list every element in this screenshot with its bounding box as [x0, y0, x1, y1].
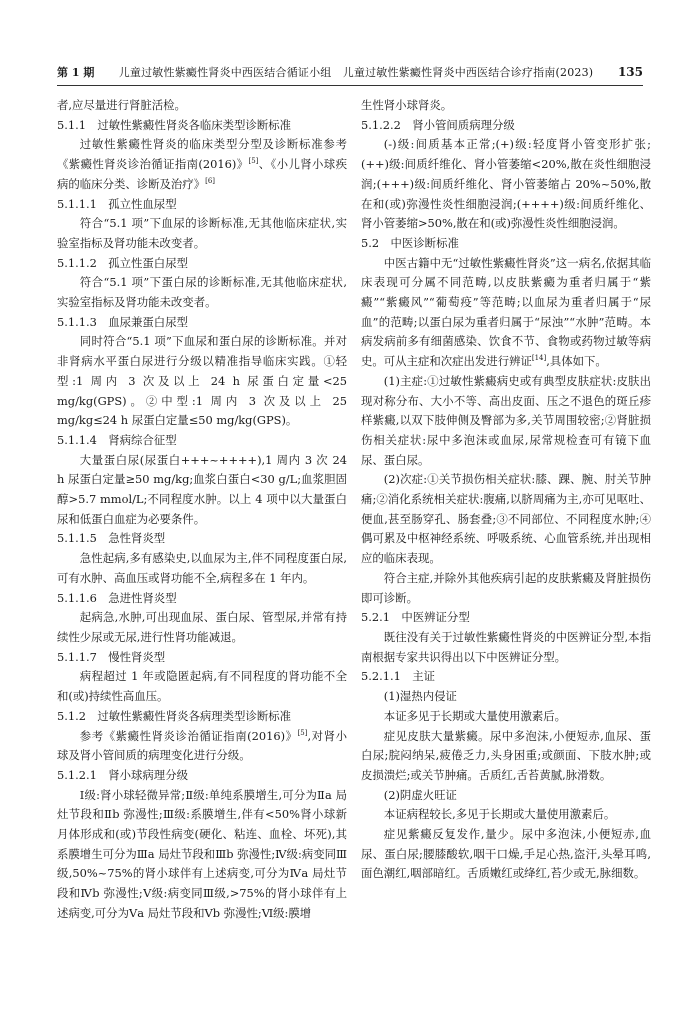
subsection-heading: 5.1.2.2 肾小管间质病理分级 [361, 117, 515, 132]
header-rule [57, 85, 643, 86]
subsection-heading: 5.1.1.3 血尿兼蛋白尿型 [57, 314, 188, 329]
subsection-heading: 5.2.1.1 主证 [361, 669, 436, 684]
paragraph: 符合“5.1 项”下血尿的诊断标准,无其他临床症状,实验室指标及肾功能未改变者。 [57, 216, 347, 250]
subsection-heading: 5.1.1.2 孤立性蛋白尿型 [57, 255, 188, 270]
right-column [361, 96, 651, 884]
paragraph: (2)阴虚火旺证 [383, 787, 457, 802]
subsection-heading: 5.1.1.1 孤立性血尿型 [57, 196, 177, 211]
paragraph: 病程超过 1 年或隐匿起病,有不同程度的肾功能不全和(或)持续性高血压。 [57, 669, 347, 704]
paragraph: 症见紫癜反复发作,量少。尿中多泡沫,小便短赤,血尿、蛋白尿;腰膝酸软,咽干口燥,手足心热,盗汗,头晕耳鸣,面色潮红,咽部暗红。舌质嫩红或绛红,苔少或无,脉细数。 [361, 827, 651, 881]
paragraph: 中医古籍中无“过敏性紫癜性肾炎”这一病名,依据其临床表现可分属不同范畴,以皮肤紫癜为重者归属于“紫癜”“紫癜风”“葡萄疫”等范畴;以血尿为重者归属于“尿血”的范畴;以蛋白尿为重者归属于“尿浊”“水肿”范畴。本病发病前多有细菌感染、饮食不节、食物或药物过敏等病史。可从主症和次症出发进行辨证[14],具体如下。 [361, 255, 651, 369]
paragraph: 符合主症,并除外其他疾病引起的皮肤紫癜及肾脏损伤即可诊断。 [361, 570, 651, 605]
paragraph: 症见皮肤大量紫癜。尿中多泡沫,小便短赤,血尿、蛋白尿;脘闷纳呆,疲倦乏力,头身困重;或颜面、下肢水肿;或皮损溃烂;或关节肿痛。舌质红,舌苔黄腻,脉滑数。 [361, 728, 651, 782]
paragraph: 起病急,水肿,可出现血尿、蛋白尿、管型尿,并常有持续性少尿或无尿,进行性肾功能减退。 [57, 610, 347, 644]
paragraph: (1)湿热内侵证 [383, 689, 457, 704]
citation: [5] [248, 157, 259, 166]
paragraph: 急性起病,多有感染史,以血尿为主,伴不同程度蛋白尿,可有水肿、高血压或肾功能不全,病程多在 1 年内。 [57, 551, 347, 585]
paragraph: 同时符合“5.1 项”下血尿和蛋白尿的诊断标准。并对非肾病水平蛋白尿进行分级以精准指导临床实践。①轻型:1 周内 3 次及以上 24 h 尿蛋白定量<25 mg/kg(GPS)。②中型:1 周内 3 次及以上 25 mg/kg≤24 h 尿蛋白定量≤50 mg/kg(GPS)。 [57, 334, 347, 428]
paragraph: 者,应尽量进行肾脏活检。 [57, 98, 186, 112]
section-heading: 5.1.2 过敏性紫癜性肾炎各病理类型诊断标准 [57, 708, 292, 723]
issue-number: 第 1 期 [57, 66, 95, 79]
citation: [5] [297, 728, 308, 737]
running-header [57, 63, 643, 81]
paragraph: 参考《紫癜性肾炎诊治循证指南(2016)》[5],对肾小球及肾小管间质的病理变化进行分级。 [57, 728, 347, 763]
citation: [6] [205, 177, 216, 186]
paragraph: Ⅰ级:肾小球轻微异常;Ⅱ级:单纯系膜增生,可分为Ⅱa 局灶节段和Ⅱb 弥漫性;Ⅲ级:系膜增生,伴有<50%肾小球新月体形成和(或)节段性病变(硬化、粘连、血栓、坏死),其系膜增生可分为Ⅲa 局灶节段和Ⅲb 弥漫性;Ⅳ级:病变同Ⅲ级,50%~75%的肾小球伴有上述病变,可分为Ⅳa 局灶节段和Ⅳb 弥漫性;Ⅴ级:病变同Ⅲ级,>75%的肾小球伴有上述病变,可分为Ⅴa 局灶节段和Ⅴb 弥漫性;Ⅵ级:膜增 [57, 787, 347, 920]
subsection-heading: 5.1.1.4 肾病综合征型 [57, 432, 177, 447]
paragraph: 本证多见于长期或大量使用激素后。 [383, 708, 567, 723]
paragraph: 过敏性紫癜性肾炎的临床类型分型及诊断标准参考《紫癜性肾炎诊治循证指南(2016)》[5]、《小儿肾小球疾病的临床分类、诊断及治疗》[6] [57, 137, 347, 191]
left-column [57, 96, 347, 924]
paragraph: (1)主症:①过敏性紫癜病史或有典型皮肤症状:皮肤出现对称分布、大小不等、高出皮面、压之不退色的斑丘疹样紫癜,以双下肢伸侧及臀部为多,关节周围较密;②肾脏损伤相关症状:尿中多泡沫或血尿,尿常规检查可有镜下血尿、蛋白尿。 [361, 373, 651, 467]
paragraph: 本证病程较长,多见于长期或大量使用激素后。 [383, 807, 616, 822]
paragraph: (-)级:间质基本正常;(+)级:轻度肾小管变形扩张;(++)级:间质纤维化、肾小管萎缩<20%,散在炎性细胞浸润;(+++)级:间质纤维化、肾小管萎缩占 20%~50%,散在和(或)弥漫性炎性细胞浸润;(++++)级:间质纤维化、肾小管萎缩>50%,散在和(或)弥漫性炎性细胞浸润。 [361, 137, 651, 231]
section-heading: 5.1.1 过敏性紫癜性肾炎各临床类型诊断标准 [57, 117, 292, 132]
paragraph: 生性肾小球肾炎。 [361, 98, 453, 112]
subsection-heading: 5.1.1.7 慢性肾炎型 [57, 649, 166, 664]
subsection-heading: 5.1.2.1 肾小球病理分级 [57, 767, 188, 782]
paragraph: 既往没有关于过敏性紫癜性肾炎的中医辨证分型,本指南根据专家共识得出以下中医辨证分型。 [361, 629, 651, 664]
paragraph: (2)次症:①关节损伤相关症状:膝、踝、腕、肘关节肿痛;②消化系统相关症状:腹痛,以脐周痛为主,亦可见呕吐、便血,甚至肠穿孔、肠套叠;③不同部位、不同程度水肿;④偶可累及中枢神经系统、呼吸系统、心血管系统,并出现相应的临床表现。 [361, 472, 651, 566]
page-number: 135 [617, 65, 643, 79]
subsection-heading: 5.1.1.5 急性肾炎型 [57, 531, 166, 546]
running-title: 儿童过敏性紫癜性肾炎中西医结合循证小组 儿童过敏性紫癜性肾炎中西医结合诊疗指南(2023) [118, 66, 594, 79]
citation: [14] [531, 354, 547, 363]
section-heading: 5.2.1 中医辨证分型 [361, 610, 470, 625]
paragraph: 大量蛋白尿(尿蛋白+++~++++),1 周内 3 次 24 h 尿蛋白定量≥50 mg/kg;血浆白蛋白<30 g/L;血浆胆固醇>5.7 mmol/L;不同程度水肿。以上 4 项中以大量蛋白尿和低蛋白血症为必要条件。 [57, 452, 347, 526]
paragraph: 符合“5.1 项”下蛋白尿的诊断标准,无其他临床症状,实验室指标及肾功能未改变者。 [57, 275, 347, 310]
subsection-heading: 5.1.1.6 急进性肾炎型 [57, 590, 177, 605]
section-heading: 5.2 中医诊断标准 [361, 235, 459, 250]
